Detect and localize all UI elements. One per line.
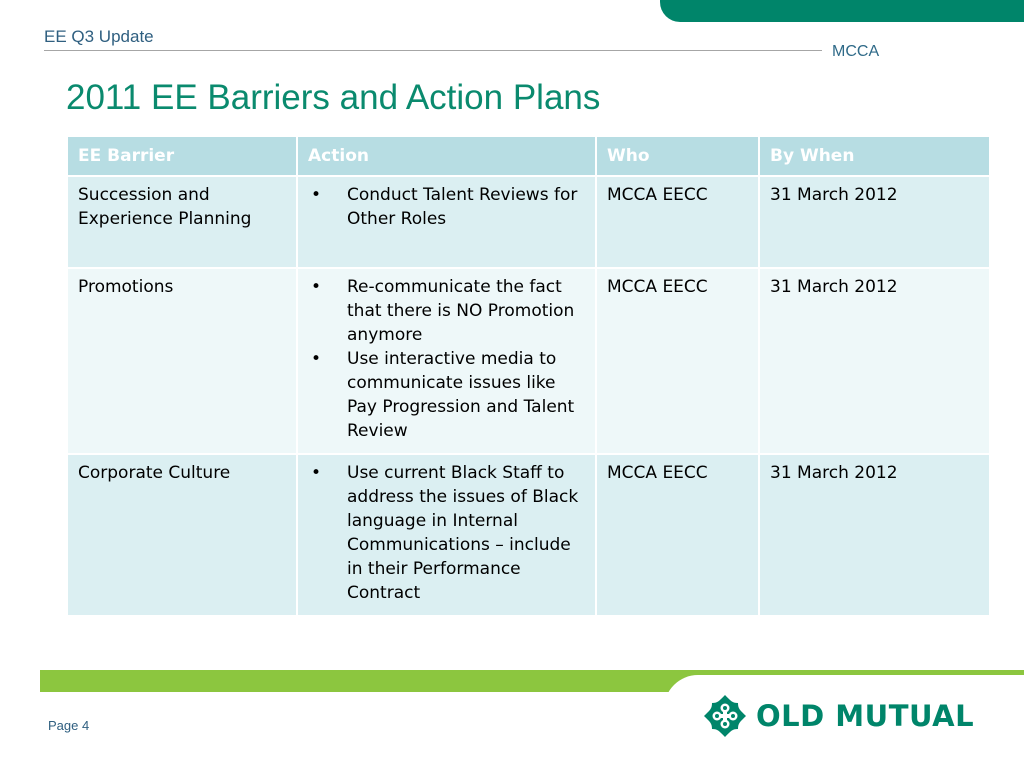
when-cell: 31 March 2012 — [759, 176, 990, 268]
company-logo — [702, 692, 974, 740]
action-list — [308, 275, 585, 443]
barriers-table — [66, 135, 991, 617]
who-cell: MCCA EECC — [596, 454, 759, 616]
column-header-barrier: EE Barrier — [67, 136, 297, 176]
slide-title: 2011 EE Barriers and Action Plans — [66, 78, 601, 117]
table-row — [67, 176, 990, 268]
action-list — [308, 183, 585, 231]
action-item: • Re-communicate the fact that there is NO Promotion anymore — [347, 275, 585, 347]
section-label: MCCA — [832, 43, 880, 60]
action-cell — [297, 454, 596, 616]
action-item: • Use current Black Staff to address the issues of Black language in Internal Communications – include in their Performance Contract — [347, 461, 585, 605]
column-header-who: Who — [596, 136, 759, 176]
action-item: • Conduct Talent Reviews for Other Roles — [347, 183, 585, 231]
barrier-cell: Corporate Culture — [67, 454, 297, 616]
table-row — [67, 454, 990, 616]
header-divider — [44, 50, 822, 51]
who-cell: MCCA EECC — [596, 268, 759, 454]
when-cell: 31 March 2012 — [759, 454, 990, 616]
top-accent-bar — [660, 0, 1024, 22]
barrier-cell: Succession and Experience Planning — [67, 176, 297, 268]
page-number: Page 4 — [48, 718, 90, 733]
column-header-action: Action — [297, 136, 596, 176]
table-row — [67, 268, 990, 454]
column-header-when: By When — [759, 136, 990, 176]
table-header-row — [67, 136, 990, 176]
old-mutual-emblem-icon — [702, 693, 748, 739]
who-cell: MCCA EECC — [596, 176, 759, 268]
action-cell — [297, 268, 596, 454]
action-item: • Use interactive media to communicate issues like Pay Progression and Talent Review — [347, 347, 585, 443]
action-list — [308, 461, 585, 605]
barrier-cell: Promotions — [67, 268, 297, 454]
logo-wordmark: OLD MUTUAL — [756, 699, 975, 733]
presentation-title: EE Q3 Update — [44, 27, 154, 46]
when-cell: 31 March 2012 — [759, 268, 990, 454]
action-cell — [297, 176, 596, 268]
